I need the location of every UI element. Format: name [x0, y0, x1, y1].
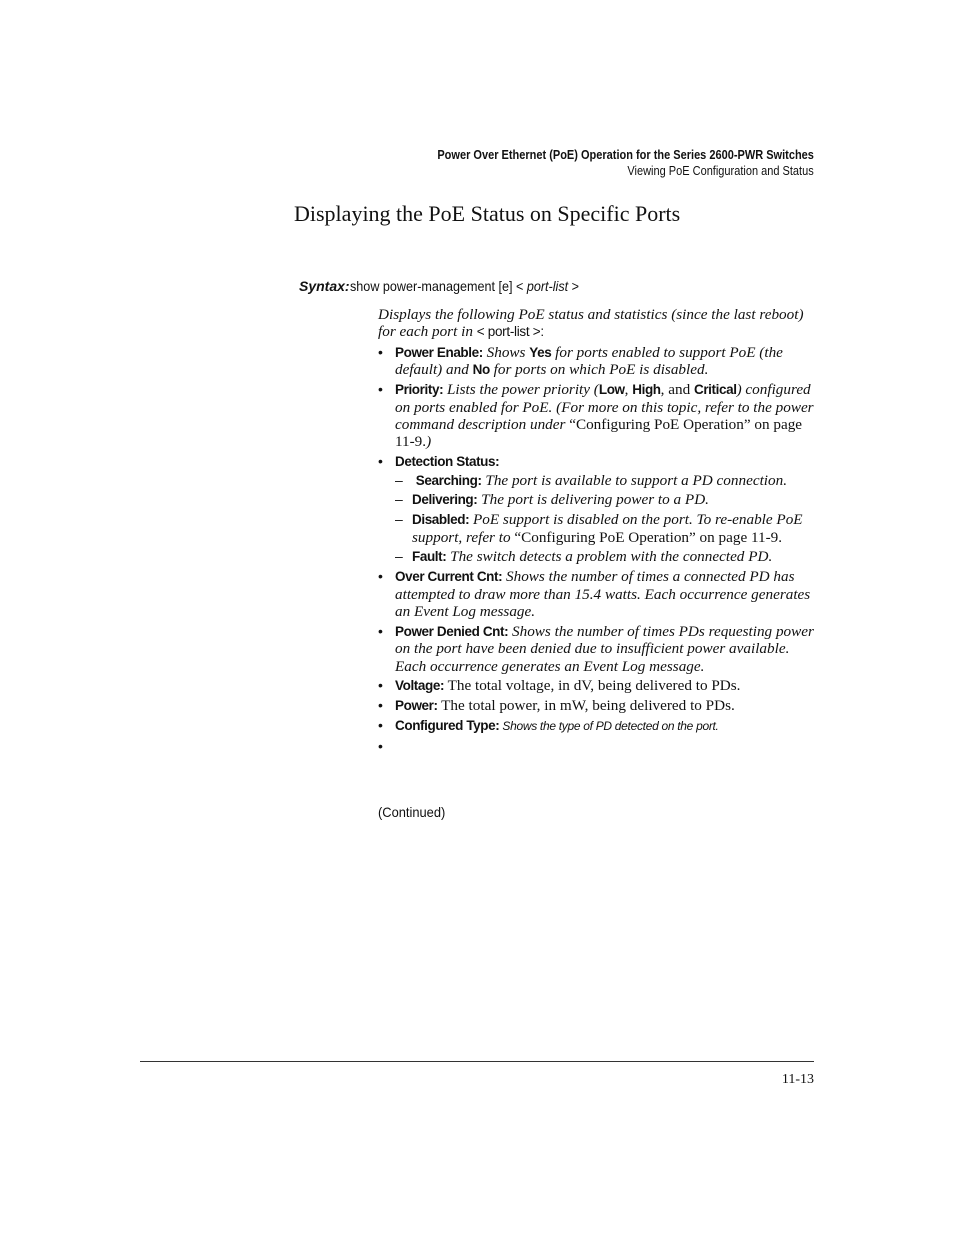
syntax-line [299, 278, 604, 294]
list-item-over-current [378, 568, 814, 620]
cross-reference: “Configuring PoE Operation” on page 11-9. [395, 416, 803, 451]
running-header-title: Power Over Ethernet (PoE) Operation for the Series 2600-PWR Switches [437, 148, 814, 162]
item-label: Voltage: [395, 678, 445, 694]
item-label: Searching: [415, 472, 482, 488]
item-text: , and [660, 381, 694, 399]
list-item-priority [378, 381, 814, 451]
list-item-power-denied [378, 623, 814, 675]
item-text: ) configured on ports enabled for PoE. (For more on this topic, refer to the power command description under [395, 381, 814, 434]
item-text: PoE support is disabled on the port. To re-enable PoE support, refer to [412, 511, 803, 546]
sub-item-disabled [395, 511, 814, 546]
item-text: , [624, 381, 633, 399]
item-label: Detection Status: [395, 454, 500, 470]
syntax-label: Syntax: [299, 278, 350, 294]
list-item-power-enable [378, 344, 814, 379]
list-item-power [378, 697, 814, 714]
intro-param: < port-list > [476, 324, 541, 340]
list-item-detection-status [378, 453, 814, 566]
value-yes: Yes [529, 345, 552, 360]
item-label: Over Current Cnt: [395, 569, 503, 585]
item-text: The switch detects a problem with the connected PD. [446, 548, 773, 566]
item-text: Lists the power priority ( [443, 381, 599, 399]
item-label: Delivering: [412, 492, 478, 508]
item-text: The port is available to support a PD connection. [481, 471, 787, 489]
footer-divider [140, 1061, 814, 1062]
item-text: Shows the type of PD detected on the port. [499, 719, 719, 734]
item-text: Shows the number of times PDs requesting power on the port have been denied due to insufficient power available. Each occurrence generates an Event Log message. [395, 622, 814, 675]
item-label: Power Enable: [395, 345, 483, 360]
item-text: The port is delivering power to a PD. [477, 491, 709, 509]
sub-item-searching [395, 472, 814, 489]
sub-item-delivering [395, 491, 814, 508]
value-no: No [472, 362, 490, 378]
item-text: for ports on which PoE is disabled. [489, 361, 709, 379]
value-critical: Critical [693, 382, 737, 398]
syntax-close: > [567, 278, 579, 294]
syntax-command: show power-management [e] < [349, 278, 527, 294]
page-number: 11-13 [781, 1072, 814, 1087]
field-list [378, 344, 814, 758]
intro-colon: : [540, 324, 544, 340]
value-low: Low [598, 382, 625, 398]
item-text: ) [426, 433, 432, 451]
item-label: Power: [395, 698, 438, 714]
section-title: Displaying the PoE Status on Specific Ports [294, 201, 681, 226]
item-label: Disabled: [412, 512, 470, 528]
item-label: Power Denied Cnt: [395, 623, 509, 639]
item-label: Priority: [395, 382, 444, 398]
cross-reference: “Configuring PoE Operation” on page 11-9. [514, 528, 783, 546]
syntax-param: port-list [526, 278, 568, 294]
item-text: Shows [482, 344, 530, 361]
continued-note: (Continued) [378, 804, 446, 820]
list-item-configured-type [378, 717, 814, 735]
item-text: The total power, in mW, being delivered to PDs. [437, 697, 735, 715]
intro-text: Displays the following PoE status and statistics (since the last reboot) for each port in [378, 306, 804, 341]
item-text: Shows the number of times a connected PD has attempted to draw more than 15.4 watts. Each occurrence generates an Event Log message. [395, 568, 811, 621]
item-text: for ports enabled to support PoE (the default) and [395, 344, 783, 379]
value-high: High [632, 382, 661, 398]
sub-item-fault [395, 548, 814, 565]
list-item-voltage [378, 677, 814, 694]
description-intro [378, 306, 814, 341]
list-item-empty [378, 738, 814, 755]
running-header-subtitle: Viewing PoE Configuration and Status [627, 164, 814, 178]
item-text: The total voltage, in dV, being delivered to PDs. [444, 677, 741, 695]
item-label: Configured Type: [395, 718, 500, 734]
item-label: Fault: [412, 549, 447, 565]
